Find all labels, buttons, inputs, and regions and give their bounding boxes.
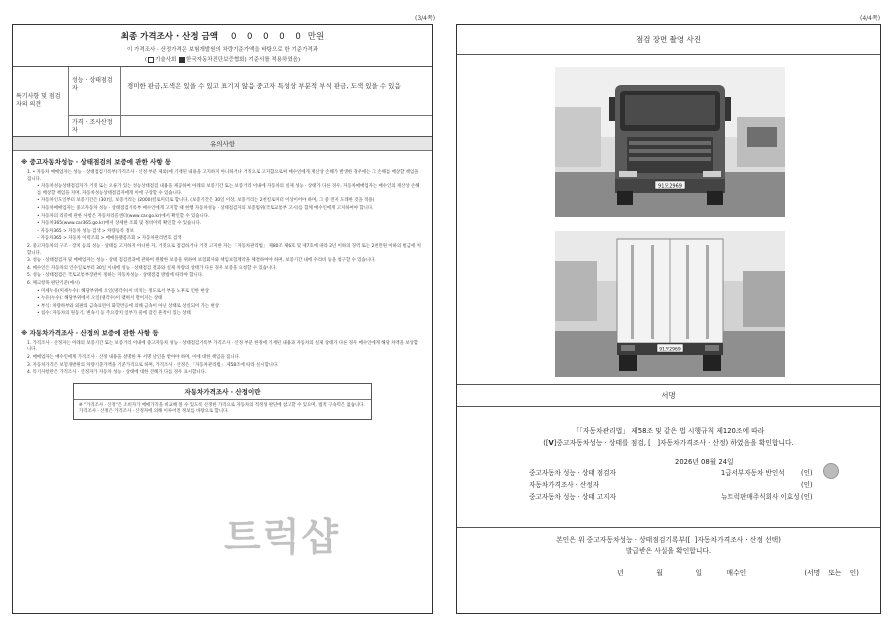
notice-item: • 자동차매매업자는 중고자동차 성능 · 상태점검기록부 매수인에게 고지할 때 현행 자동차성능 · 상태점검자의 보증범위(국토교통부 고시)를 함께 매수인에게 고지하여야 합니다.: [37, 205, 374, 211]
signer-seal-mark: (인): [801, 493, 813, 501]
law-statement: [457, 425, 880, 449]
notice-item: • 미세누유(미세누수): 해당부위에 오일(냉각수)이 비치는 정도로서 부품 노후로 인한 현상: [37, 288, 209, 294]
checkbox-icon[interactable]: [148, 57, 154, 63]
truck-front-photo: [555, 67, 785, 217]
notice-item: 4. 매수인은 자동차의 인수일로부터 30일 이내에 성능 · 상태점검 결과와 실제 차량의 상태가 다른 경우 보증을 요청할 수 있습니다.: [27, 265, 277, 271]
law-line-2a: ]중고자동차성능 · 상태를 점검, [: [553, 439, 651, 447]
appraisal-definition-title: 자동차가격조사 · 산정이란: [74, 384, 371, 400]
notice-item: 6. 체크항목 판단기준(예시): [27, 280, 80, 286]
section-2-list: [13, 341, 432, 377]
notice-item: 3. 자동차가격은 보험개발원의 차량기준가액을 기준가격으로 하며, 가격조사 · 산정은 「자동차관리법」 제58조에 따라 실시합니다.: [27, 362, 279, 368]
signer-row-appraiser: [529, 479, 849, 490]
signer-row-inspector: [529, 467, 849, 478]
notice-item: – 자동차365 > 자동차 성능 검색 > 차량등록 정보: [37, 228, 134, 234]
final-price-box: [13, 25, 432, 67]
notice-title: 유의사항: [13, 137, 432, 151]
issue-month: 월: [656, 569, 663, 577]
inspector-opinion: 경미한 판금,도색은 있을 수 있고 표기지 않음 중고자 특성상 부분적 부식 판금, 도색 있을 수 있음: [127, 82, 401, 90]
special-notes-section: [13, 67, 432, 137]
signer-role: 자동차가격조사 · 산정자: [529, 481, 599, 489]
seal-stamp-icon: [823, 463, 839, 479]
photo-section-title: 점검 장면 촬영 사진: [457, 25, 880, 55]
price-standard-options: ( 기술사회 한국자동차진단보증협회) 기준서를 적용하였음): [144, 57, 301, 63]
issue-buyer: 매수인: [726, 569, 747, 577]
notice-item: 2. 중고자동차의 구조 · 장치 등의 성능 · 상태를 고지하지 아니한 자, 거짓으로 점검하거나 거짓 고지한 자는 「자동차관리법」 제80조 제6호 및 제7호에 따라 2년 이하의 징역 또는 2천만원 이하의 벌금에 처합니다.: [27, 243, 421, 256]
confirm-line-1b: ]자동차가격조사 · 산정 선택: [694, 536, 779, 544]
section-1-list: [13, 170, 432, 318]
issue-day: 일: [695, 569, 703, 577]
issue-sign: (서명 또는 인): [804, 569, 859, 577]
section-2-title: ※ 자동차가격조사 · 산정의 보증에 관한 사항 등: [21, 328, 159, 337]
notice-item: • 자동차의 리콜에 관한 사항은 자동차리콜센터(www.car.go.kr)에서 확인할 수 있습니다.: [37, 213, 210, 219]
notice-item: 3. 성능 · 상태점검자 및 매매업자는 성능 · 상태 점검결과에 관하여 원활한 보증을 위하여 보험회사와 책임보험계약을 체결하여야 하며, 보증기간 내에 수리비 등을 청구할 수 있습니다.: [27, 258, 376, 264]
notice-item: • 자동차365(www.car365.go.kr)에서 상세한 조회 및 정비이력 확인할 수 있습니다.: [37, 221, 202, 227]
document-page-4: [456, 24, 881, 614]
price-digits: 0 0 0 0 0: [230, 32, 305, 42]
signature-section: [457, 407, 880, 614]
appraiser-opinion: [121, 116, 432, 136]
buyer-signature-line: [617, 567, 859, 577]
signer-role: 중고자동차 성능 · 상태 고지자: [529, 493, 616, 501]
license-plate-text: 91모2969: [658, 183, 682, 190]
divider: [457, 527, 880, 528]
signature-date: 2026년 08월 24일: [675, 458, 734, 466]
watermark-logo: 트럭샵: [224, 515, 341, 559]
inspector-label: 성능 · 상태점검자: [69, 67, 121, 115]
page-number-right: (4/4쪽): [860, 15, 881, 22]
notice-item: 4. 특기사항란은 가격조사 · 산정자가 자동차 성능 · 상태에 대한 견해가 다를 경우 표시합니다.: [27, 370, 207, 376]
standard-option-1: 기술사회: [155, 57, 177, 63]
law-line-1: 「「자동차관리법」 제58조 및 같은 법 시행규칙 제120조에 따라: [572, 427, 765, 435]
notice-item: 1. 가격조사 · 산정자는 아래의 보증기간 또는 보증거리 이내에 중고자동차 성능 · 상태점검기록부 가격조사 · 산정 부분 한정에 기재된 내용과 자동차의 실제 상태가 다른 경우 매수인에게 해당 차액을 보상합니다.: [27, 340, 419, 353]
law-line-2: ([V]중고자동차성능 · 상태를 점검, [ ]자동차가격조사 · 산정) 하였음을 확인합니다.: [543, 439, 794, 447]
page-number-left: (3/4쪽): [415, 15, 436, 22]
buyer-confirmation: 본인은 위 중고자동차성능 · 상태점검기록부([ ]자동차가격조사 · 산정 선택) 발급받은 사실을 확인합니다.: [457, 535, 880, 557]
notice-item: – 자동차365 > 자동차 이력조회 > 매매플랫폼조회 > 자동차관리번호 검색: [37, 236, 182, 242]
document-page-3: [12, 24, 433, 614]
issue-year: 년: [617, 569, 624, 577]
price-label: 최종 가격조사 · 산정 금액: [120, 32, 218, 42]
notice-item: • 자동차인도일부터 보증기간은 (30)일, 보증거리는 (2000)킬로미터로 합니다. (보증기간은 30일 이상, 보증거리는 2천킬로미터 이상이어야 하며, 그 중 먼저 도래한 것을 적용): [37, 198, 375, 204]
notice-item: 2. 매매업자는 매수인에게 가격조사 · 산정 내용을 설명한 후 서명 날인을 받아야 하며, 이에 대한 책임을 집니다.: [27, 355, 241, 361]
checkbox-checked-icon[interactable]: [179, 57, 185, 63]
signer-row-notifier: [529, 491, 849, 502]
notice-item: • 자동차성능상태점검자가 거짓 또는 오류가 있는 성능상태점검 내용을 제공하여 아래의 보증기간 또는 보증거리 이내에 자동차의 실제 성능 · 상태가 다른 경우, 자동차매매업자는 매수인의 재산상 손해를 배상할 책임을 지며, 자동차성능상태점검자에게 이에 구상할 수 있습니다.: [37, 184, 420, 196]
special-notes-label: 특기사항 및 점검자의 의견: [13, 67, 69, 136]
notice-item: • 부식: 차량하부와 외판의 금속표면이 화학반응에 의해 금속이 아닌 상태로 상실되어 가는 현상: [37, 303, 219, 309]
photo-section: [457, 55, 880, 385]
law-line-2b: ]자동차가격조사 · 산정) 하였음을 확인합니다.: [657, 439, 794, 447]
section-1-title: ※ 중고자동차성능 · 상태점검의 보증에 관한 사항 등: [21, 158, 172, 166]
price-note: 이 가격조사 · 산정가격은 보험개발원의 차량기준가액을 바탕으로 한 기준가격과: [126, 47, 319, 53]
signer-name: 뉴트럭판매주식회사 이효성: [721, 493, 800, 501]
law-check-mark: V: [548, 439, 554, 447]
standard-option-2: 한국자동차진단보증협회) 기준서를 적용하였음: [186, 57, 298, 63]
appraiser-label: 가격 · 조사산정자: [69, 116, 121, 136]
rear-license-plate-text: 91모2969: [659, 347, 681, 353]
notice-item: • 침수: 자동차의 원동기, 변속기 등 주요장치 일부가 물에 잠긴 흔적이 있는 상태: [37, 311, 191, 317]
appraisal-definition-text: ※ "가격조사 · 산정"은 소비자가 매매가격을 비교해 볼 수 있도록 산정한 가격으로 자동차의 적정성 판단에 참고할 수 있으며, 법적 구속력은 없습니다. 가격조사 · 산정은 가격조사 · 산정자에 의해 이루어진 정보를 바탕으로 합니다.: [79, 402, 365, 415]
signer-seal-mark: (인): [801, 481, 813, 489]
confirm-line-1: 본인은 위 중고자동차성능 · 상태점검기록부(: [556, 536, 688, 544]
price-unit: 만원: [307, 32, 325, 42]
signature-section-title: 서명: [457, 385, 880, 407]
notice-item: • 누유(누수): 해당부위에서 오일(냉각수)이 맺혀서 떨어지는 상태: [37, 296, 163, 302]
signer-role: 중고자동차 성능 · 상태 점검자: [529, 469, 616, 477]
truck-rear-photo: [555, 231, 785, 377]
signer-seal-mark: (인): [801, 469, 813, 477]
signer-name: 1급서부자동차 반인석: [721, 469, 785, 477]
appraisal-definition-box: [73, 383, 372, 420]
notice-item: 5. 성능 · 상태점검은 국토교통부장관이 정하는 자동차성능 · 상태점검 방법에 따라야 합니다.: [27, 273, 204, 279]
confirm-line-2: 발급받은 사실을 확인합니다.: [625, 547, 712, 555]
notice-item: 1. • 자동차 매매업자는 성능 · 상태점검기록부(가격조사 · 산정 부분 제외)에 기재된 내용을 고지하지 아니하거나 거짓으로 고지함으로써 매수인에게 재산상 손해가 발생한 경우에는 그 손해를 배상할 책임을 집니다.: [27, 170, 419, 182]
